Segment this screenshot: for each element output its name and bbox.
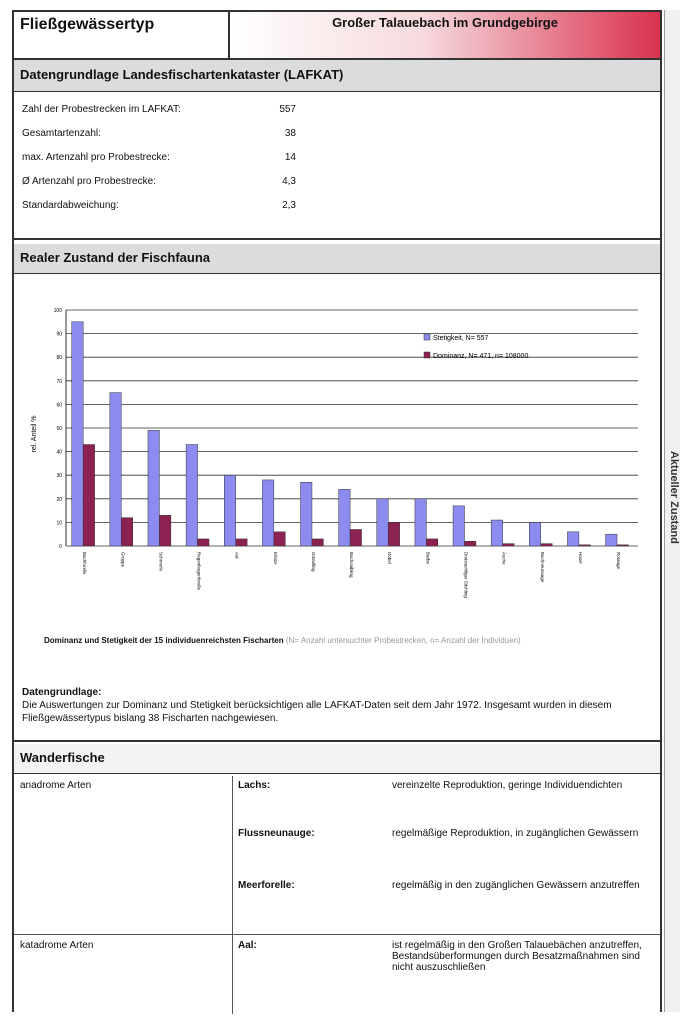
- bar-stetigkeit: [186, 445, 197, 546]
- species-name: Flussneunauge:: [238, 828, 315, 839]
- fact-sheet: [12, 10, 662, 1012]
- bar-dominanz: [236, 539, 247, 546]
- bar-dominanz: [541, 544, 552, 546]
- x-tick-label: Schmerle: [158, 552, 164, 572]
- migration-group-anadromous: [14, 776, 660, 935]
- bar-stetigkeit: [377, 499, 388, 546]
- species-name: Lachs:: [238, 780, 271, 791]
- y-tick-label: 0: [59, 544, 62, 550]
- bar-dominanz: [83, 445, 94, 546]
- data-basis: [22, 686, 654, 725]
- divider: [14, 740, 660, 742]
- species-status: ist regelmäßig in den Großen Talauebächen anzutreffen, Bestandsüberformungen durch Besatzmaßnahmen sind nicht auszuschließen: [392, 940, 642, 973]
- chart-labels: [54, 308, 621, 598]
- y-tick-label: 20: [56, 496, 62, 503]
- x-tick-label: Aal: [234, 552, 240, 559]
- lafkat-label: max. Artenzahl pro Probestrecke:: [22, 152, 170, 163]
- bar-dominanz: [121, 518, 132, 546]
- chart-bars: [72, 322, 629, 546]
- y-axis-label: rel. Anteil %: [31, 415, 38, 453]
- fauna-heading: Realer Zustand der Fischfauna: [14, 244, 660, 274]
- y-tick-label: 10: [56, 520, 62, 527]
- y-tick-label: 30: [56, 473, 62, 480]
- lafkat-row: [22, 200, 296, 211]
- bar-stetigkeit: [301, 482, 312, 546]
- lafkat-row: [22, 152, 296, 163]
- title-row: [14, 12, 660, 60]
- side-panel-label: Aktueller Zustand: [668, 451, 680, 544]
- y-tick-label: 100: [53, 308, 62, 314]
- bar-stetigkeit: [110, 393, 121, 546]
- bar-dominanz: [312, 539, 323, 546]
- migration-category: anadrome Arten: [20, 780, 92, 791]
- migration-group-catadromous: [14, 936, 660, 1016]
- lafkat-heading: Datengrundlage Landesfischartenkataster (LAFKAT): [14, 60, 660, 92]
- legend-stetigkeit: Stetigkeit, N= 557: [433, 335, 489, 342]
- chart-caption: [44, 636, 604, 645]
- x-tick-label: Bachneunauge: [539, 552, 545, 583]
- bar-dominanz: [350, 529, 361, 546]
- x-tick-label: Dreistachliger Stichling: [463, 552, 469, 598]
- x-tick-label: Gründling: [310, 552, 316, 572]
- x-tick-label: Äsche: [501, 552, 507, 565]
- bar-stetigkeit: [567, 532, 578, 546]
- lafkat-label: Standardabweichung:: [22, 200, 119, 211]
- bar-dominanz: [464, 541, 475, 546]
- lafkat-row: [22, 176, 296, 187]
- lafkat-label: Zahl der Probestrecken im LAFKAT:: [22, 104, 181, 115]
- lafkat-value: 38: [284, 128, 296, 139]
- y-tick-label: 90: [56, 331, 62, 338]
- lafkat-label: Gesamtartenzahl:: [22, 128, 101, 139]
- water-type-name: Großer Talauebach im Grundgebirge: [230, 12, 660, 58]
- caption-main: Dominanz und Stetigkeit der 15 individuenreichsten Fischarten: [44, 636, 284, 645]
- y-tick-label: 70: [56, 378, 62, 385]
- legend-swatch-stetigkeit: [424, 334, 430, 340]
- migration-heading: Wanderfische: [14, 744, 660, 774]
- bar-stetigkeit: [339, 489, 350, 546]
- data-basis-text: Die Auswertungen zur Dominanz und Stetigkeit berücksichtigen alle LAFKAT-Daten seit dem Jahr 1972. Insgesamt wurden in diesem Fließgewässertypus bislang 38 Fischarten nachgewiesen.: [22, 700, 612, 724]
- bar-stetigkeit: [415, 499, 426, 546]
- bar-dominanz: [388, 522, 399, 546]
- species-status: regelmäßige Reproduktion, in zugänglichen Gewässern: [392, 828, 639, 839]
- bar-dominanz: [503, 544, 514, 546]
- lafkat-value: 14: [284, 152, 296, 163]
- caption-note: (N= Anzahl untersuchter Probestrecken, n= Anzahl der Individuen): [285, 636, 521, 645]
- bar-stetigkeit: [491, 520, 502, 546]
- x-tick-label: Bachforelle: [82, 552, 88, 575]
- bar-dominanz: [159, 515, 170, 546]
- bar-stetigkeit: [529, 522, 540, 546]
- species-status: regelmäßig in den zugänglichen Gewässern anzutreffen: [392, 880, 640, 891]
- lafkat-row: [22, 104, 296, 115]
- x-tick-label: Elritze: [272, 552, 278, 565]
- bar-dominanz: [579, 545, 590, 546]
- lafkat-value: 2,3: [282, 200, 296, 211]
- bar-stetigkeit: [453, 506, 464, 546]
- bar-dominanz: [198, 539, 209, 546]
- x-tick-label: Groppe: [120, 552, 126, 568]
- legend-swatch-dominanz: [424, 352, 430, 358]
- bar-stetigkeit: [262, 480, 273, 546]
- type-label: Fließgewässertyp: [14, 12, 230, 58]
- y-tick-label: 40: [56, 449, 62, 456]
- y-tick-label: 50: [56, 426, 62, 432]
- migration-category: katadrome Arten: [20, 940, 94, 951]
- side-panel: [664, 10, 680, 1012]
- chart-legend: [424, 334, 528, 360]
- lafkat-value: 557: [279, 104, 296, 115]
- lafkat-value: 4,3: [282, 176, 296, 187]
- bar-stetigkeit: [606, 534, 617, 546]
- x-tick-label: Rotauge: [616, 552, 622, 570]
- y-tick-label: 60: [56, 402, 62, 409]
- lafkat-label: Ø Artenzahl pro Probestrecke:: [22, 176, 156, 187]
- bar-stetigkeit: [148, 430, 159, 546]
- bar-stetigkeit: [224, 475, 235, 546]
- fish-chart: [14, 274, 660, 654]
- bar-stetigkeit: [72, 322, 83, 546]
- y-tick-label: 80: [56, 355, 62, 362]
- legend-dominanz: Dominanz, N= 471, n= 108000: [433, 353, 529, 360]
- species-name: Aal:: [238, 940, 257, 951]
- x-tick-label: Regenbogenforelle: [196, 552, 202, 591]
- bar-dominanz: [426, 539, 437, 546]
- bar-dominanz: [617, 545, 628, 546]
- lafkat-row: [22, 128, 296, 139]
- data-basis-heading: Datengrundlage:: [22, 687, 102, 698]
- x-tick-label: Döbel: [387, 552, 393, 564]
- divider: [14, 238, 660, 240]
- bar-dominanz: [274, 532, 285, 546]
- x-tick-label: Bachsaibling: [349, 552, 355, 578]
- x-tick-label: Hasel: [577, 552, 583, 564]
- x-tick-label: Barbe: [425, 552, 431, 565]
- species-name: Meerforelle:: [238, 880, 295, 891]
- species-status: vereinzelte Reproduktion, geringe Individuendichten: [392, 780, 623, 791]
